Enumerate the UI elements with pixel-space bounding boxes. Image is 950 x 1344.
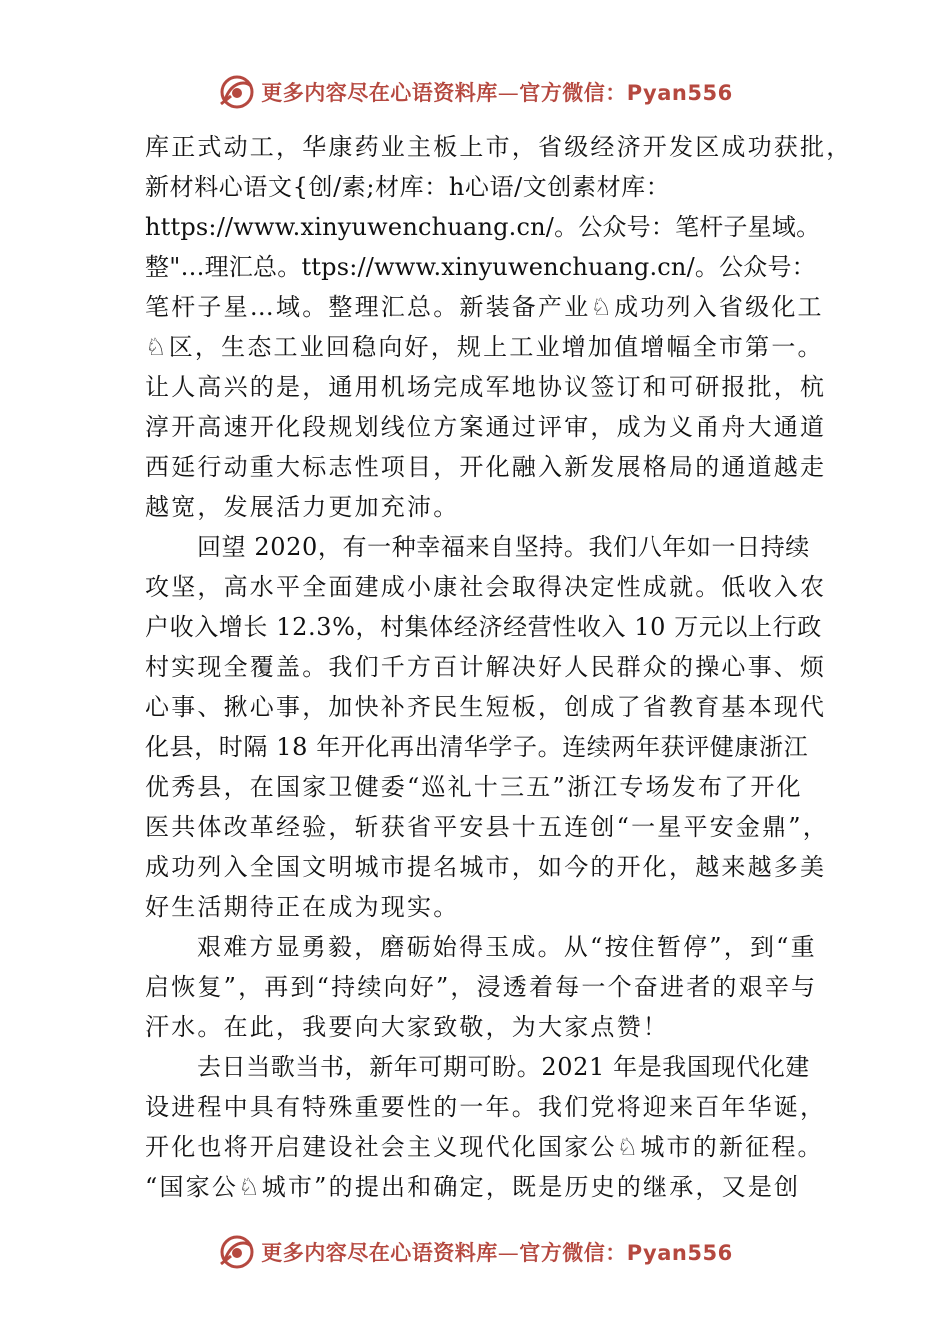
text-line: 心事、揪心事，加快补齐民生短板，创成了省教育基本现代 xyxy=(145,693,827,721)
text-line: 库正式动工，华康药业主板上市，省级经济开发区成功获批， xyxy=(145,133,853,161)
text-line: 户收入增长 12.3%，村集体经济经营性收入 10 万元以上行政 xyxy=(145,613,822,641)
footer-banner xyxy=(0,1230,950,1274)
text-line: 新材料心语文{创/素;材库：h心语/文创素材库： xyxy=(145,173,671,201)
text-line: 笔杆子星…域。整理汇总。新装备产业♘成功列入省级化工 xyxy=(145,293,824,321)
logo-icon xyxy=(217,72,257,112)
paragraph-start: 去日当歌当书，新年可期可盼。2021 年是我国现代化建 xyxy=(197,1053,810,1081)
text-line: 让人高兴的是，通用机场完成军地协议签订和可研报批，杭 xyxy=(145,373,827,401)
text-line: 启恢复”，再到“持续向好”，浸透着每一个奋进者的艰辛与 xyxy=(145,973,818,1001)
paragraph-start: 艰难方显勇毅，磨砺始得玉成。从“按住暂停”，到“重 xyxy=(197,933,817,961)
text-line: “国家公♘城市”的提出和确定，既是历史的继承，又是创 xyxy=(145,1173,801,1201)
text-line: ♘区，生态工业回稳向好，规上工业增加值增幅全市第一。 xyxy=(145,333,824,361)
text-line: 整"…理汇总。ttps://www.xinyuwenchuang.cn/。公众号： xyxy=(145,253,816,281)
text-line: 好生活期待正在成为现实。 xyxy=(145,893,460,921)
text-line: 医共体改革经验，斩获省平安县十五连创“一星平安金鼎”， xyxy=(145,813,829,841)
text-line: 越宽，发展活力更加充沛。 xyxy=(145,493,460,521)
logo-icon xyxy=(217,1232,257,1272)
text-line: 优秀县，在国家卫健委“巡礼十三五”浙江专场发布了开化 xyxy=(145,773,803,801)
text-line: 化县，时隔 18 年开化再出清华学子。连续两年获评健康浙江 xyxy=(145,733,809,761)
text-line: 攻坚，高水平全面建成小康社会取得决定性成就。低收入农 xyxy=(145,573,827,601)
text-line: 开化也将开启建设社会主义现代化国家公♘城市的新征程。 xyxy=(145,1133,824,1161)
header-banner xyxy=(0,70,950,114)
header-text: 更多内容尽在心语资料库—官方微信：Pyan556 xyxy=(261,81,733,105)
text-line: 成功列入全国文明城市提名城市，如今的开化，越来越多美 xyxy=(145,853,827,881)
text-line: 设进程中具有特殊重要性的一年。我们党将迎来百年华诞， xyxy=(145,1093,827,1121)
document-body xyxy=(145,127,853,1207)
paragraph-start: 回望 2020，有一种幸福来自坚持。我们八年如一日持续 xyxy=(197,533,810,561)
footer-text: 更多内容尽在心语资料库—官方微信：Pyan556 xyxy=(261,1241,733,1265)
text-line: https://www.xinyuwenchuang.cn/。公众号：笔杆子星域。 xyxy=(145,213,821,241)
text-line: 淳开高速开化段规划线位方案通过评审，成为义甬舟大通道 xyxy=(145,413,827,441)
text-line: 村实现全覆盖。我们千方百计解决好人民群众的操心事、烦 xyxy=(145,653,827,681)
text-line: 西延行动重大标志性项目，开化融入新发展格局的通道越走 xyxy=(145,453,827,481)
text-line: 汗水。在此，我要向大家致敬，为大家点赞！ xyxy=(145,1013,669,1041)
